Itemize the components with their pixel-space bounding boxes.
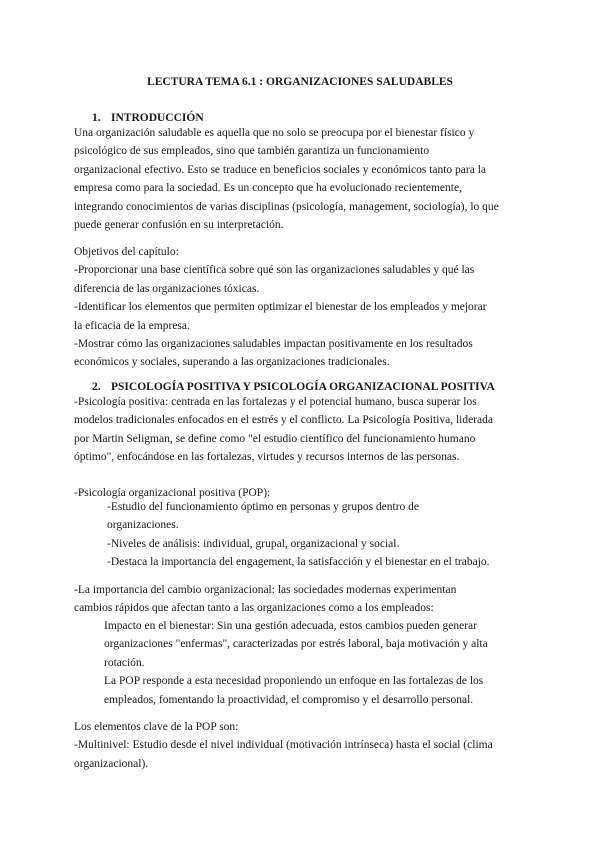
text-line: -Psicología positiva: centrada en las fortalezas y el potencial humano, busca superar los <box>74 396 477 408</box>
text-line: cambios rápidos que afectan tanto a las organizaciones como a los empleados: <box>74 602 434 615</box>
section-1-title: INTRODUCCIÓN <box>111 112 204 124</box>
text-line: -Proporcionar una base científica sobre qué son las organizaciones saludables y qué las <box>74 264 475 277</box>
key-elements-heading: Los elementos clave de la POP son: <box>74 721 239 733</box>
introduction-paragraph <box>74 124 534 234</box>
text-line: organizacional). <box>74 757 149 770</box>
text-line: -La importancia del cambio organizacional: las sociedades modernas experimentan <box>74 584 457 596</box>
text-line: puede generar confusión en su interpretación. <box>74 219 284 232</box>
pop-heading: -Psicología organizacional positiva (POP): <box>74 487 271 499</box>
document-title: LECTURA TEMA 6.1 : ORGANIZACIONES SALUDABLES <box>147 76 453 88</box>
section-2-title: PSICOLOGÍA POSITIVA Y PSICOLOGÍA ORGANIZACIONAL POSITIVA <box>111 381 495 393</box>
text-line: por Martin Seligman, se define como "el estudio científico del funcionamiento humano <box>74 432 476 445</box>
text-line: -Mostrar cómo las organizaciones saludables impactan positivamente en los resultados <box>74 338 473 351</box>
text-line: económicos y sociales, superando a las organizaciones tradicionales. <box>74 356 390 369</box>
list-item: empleados, fomentando la proactividad, el compromiso y el desarrollo personal. <box>104 693 474 706</box>
text-line: organizacional efectivo. Esto se traduce en beneficios sociales y económicos tanto para la <box>74 163 487 176</box>
text-line: Una organización saludable es aquella que no solo se preocupa por el bienestar físico y <box>74 127 475 139</box>
text-line: modelos tradicionales enfocados en el estrés y el conflicto. La Psicología Positiva, liderada <box>74 414 493 427</box>
objectives-paragraph <box>74 243 534 372</box>
list-item: Impacto en el bienestar: Sin una gestión adecuada, estos cambios pueden generar <box>104 620 477 632</box>
text-line: -Multinivel: Estudio desde el nivel individual (motivación intrínseca) hasta el social (clima <box>74 739 493 752</box>
list-item: -Niveles de análisis: individual, grupal, organizacional y social. <box>107 537 400 550</box>
change-paragraph <box>74 581 534 618</box>
text-line: empresa como para la sociedad. Es un concepto que ha evolucionado recientemente, <box>74 182 462 195</box>
positive-psychology-paragraph <box>74 393 534 467</box>
section-2-number: 2. <box>92 381 101 393</box>
list-item: -Destaca la importancia del engagement, la satisfacción y el bienestar en el trabajo. <box>107 556 490 569</box>
text-line: integrando conocimientos de varias disciplinas (psicología, management, sociología), lo que <box>74 200 499 213</box>
key-elements-paragraph <box>74 718 534 773</box>
change-items-list <box>104 617 564 709</box>
text-line: óptimo", enfocándose en las fortalezas, virtudes y recursos internos de las personas. <box>74 451 460 464</box>
section-1-number: 1. <box>92 112 101 124</box>
list-item: rotación. <box>104 656 145 669</box>
list-item: organizaciones. <box>107 519 179 532</box>
list-item: La POP responde a esta necesidad proponiendo un enfoque en las fortalezas de los <box>104 675 484 688</box>
pop-items-list <box>107 498 567 572</box>
list-item: organizaciones "enfermas", caracterizadas por estrés laboral, baja motivación y alta <box>104 638 488 651</box>
list-item: -Estudio del funcionamiento óptimo en personas y grupos dentro de <box>107 501 420 513</box>
text-line: psicológico de sus empleados, sino que también garantiza un funcionamiento <box>74 145 430 158</box>
text-line: diferencia de las organizaciones tóxicas. <box>74 282 260 295</box>
objectives-heading: Objetivos del capítulo: <box>74 246 179 258</box>
text-line: la eficacia de la empresa. <box>74 319 190 332</box>
text-line: -Identificar los elementos que permiten optimizar el bienestar de los empleados y mejorar <box>74 301 487 314</box>
